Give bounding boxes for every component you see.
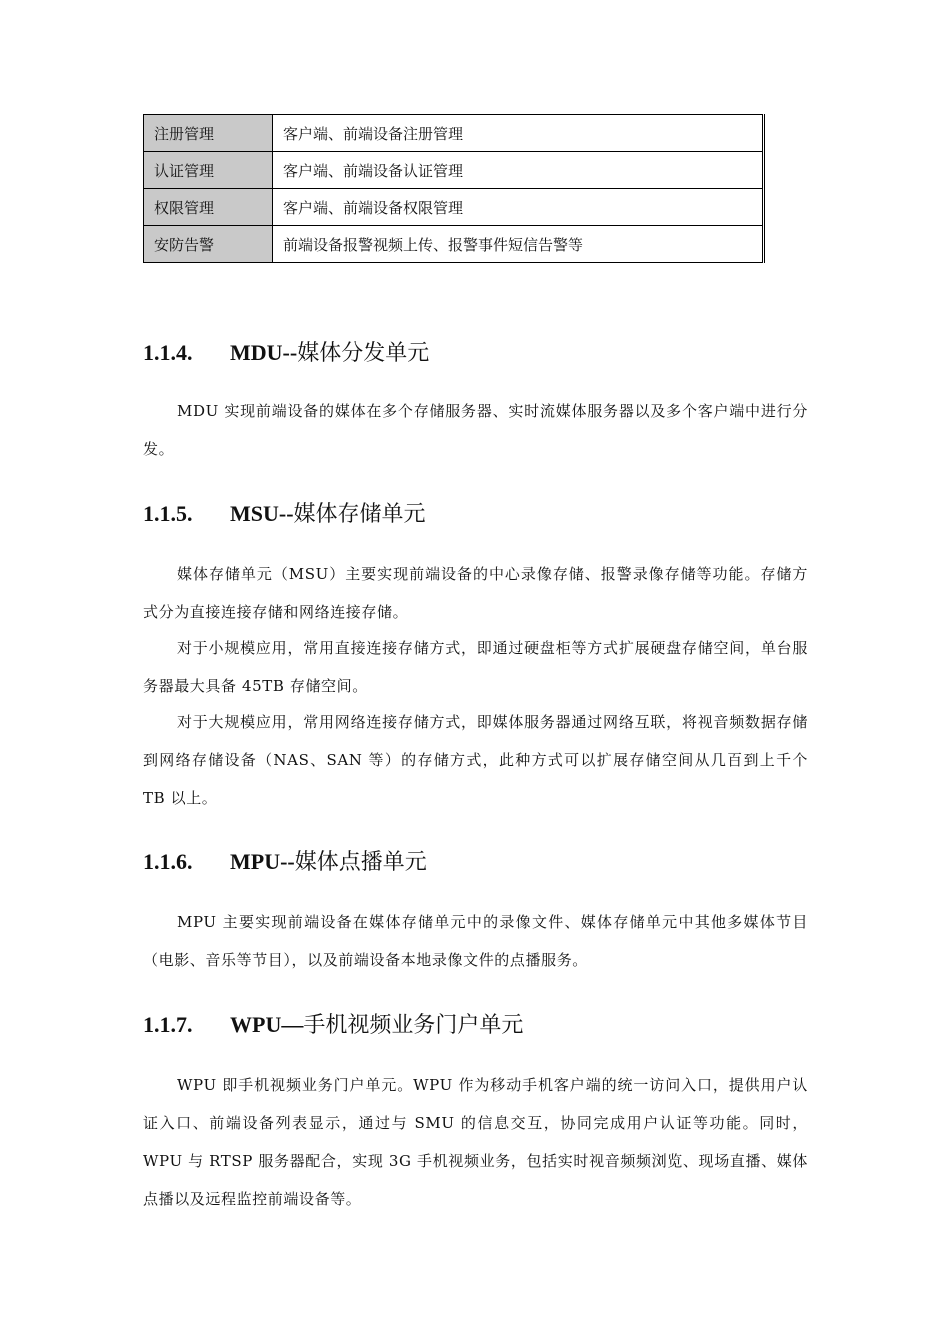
table-cell-desc: 前端设备报警视频上传、报警事件短信告警等 <box>273 226 764 263</box>
section-title <box>230 847 427 878</box>
paragraph: 对于小规模应用，常用直接连接存储方式，即通过硬盘柜等方式扩展硬盘存储空间，单台服务器最大具备 45TB 存储空间。 <box>143 639 808 695</box>
section-title <box>230 338 429 369</box>
table-row <box>144 152 764 189</box>
paragraph: 媒体存储单元（MSU）主要实现前端设备的中心录像存储、报警录像存储等功能。存储方式分为直接连接存储和网络连接存储。 <box>143 565 808 621</box>
table-cell-desc: 客户端、前端设备认证管理 <box>273 152 764 189</box>
paragraph: WPU 即手机视频业务门户单元。WPU 作为移动手机客户端的统一访问入口，提供用户认证入口、前端设备列表显示，通过与 SMU 的信息交互，协同完成用户认证等功能。同时，WPU 与 RTSP 服务器配合，实现 3G 手机视频业务，包括实时视音频频浏览、现场直播、媒体点播以及远程监控前端设备等。 <box>143 1076 808 1208</box>
section-title-code: MPU-- <box>230 849 295 874</box>
table-row <box>144 115 764 152</box>
section-title-text: 媒体分发单元 <box>297 341 430 366</box>
section-title <box>230 1010 523 1041</box>
section-title-code: WPU— <box>230 1012 304 1037</box>
section-number: 1.1.4. <box>143 340 193 365</box>
table-cell-desc: 客户端、前端设备注册管理 <box>273 115 764 152</box>
section-title-text: 媒体点播单元 <box>294 850 427 875</box>
section-title-text: 媒体存储单元 <box>293 502 426 527</box>
section-title-code: MDU-- <box>230 340 298 365</box>
function-table <box>143 114 765 263</box>
section-title-text: 手机视频业务门户单元 <box>303 1013 524 1038</box>
section-title-code: MSU-- <box>230 501 294 526</box>
table-cell-name: 注册管理 <box>144 115 273 152</box>
paragraph: 对于大规模应用，常用网络连接存储方式，即媒体服务器通过网络互联，将视音频数据存储到网络存储设备（NAS、SAN 等）的存储方式，此种方式可以扩展存储空间从几百到上千个 TB 以上。 <box>143 713 808 807</box>
paragraph: MDU 实现前端设备的媒体在多个存储服务器、实时流媒体服务器以及多个客户端中进行分发。 <box>143 402 808 458</box>
section-number: 1.1.5. <box>143 501 193 526</box>
paragraph: MPU 主要实现前端设备在媒体存储单元中的录像文件、媒体存储单元中其他多媒体节目（电影、音乐等节目），以及前端设备本地录像文件的点播服务。 <box>143 913 808 969</box>
section-title <box>230 499 426 530</box>
table-cell-name: 安防告警 <box>144 226 273 263</box>
section-number: 1.1.7. <box>143 1012 193 1037</box>
table-row <box>144 189 764 226</box>
table-row <box>144 226 764 263</box>
table-cell-name: 认证管理 <box>144 152 273 189</box>
table-cell-desc: 客户端、前端设备权限管理 <box>273 189 764 226</box>
table-cell-name: 权限管理 <box>144 189 273 226</box>
section-number: 1.1.6. <box>143 849 193 874</box>
